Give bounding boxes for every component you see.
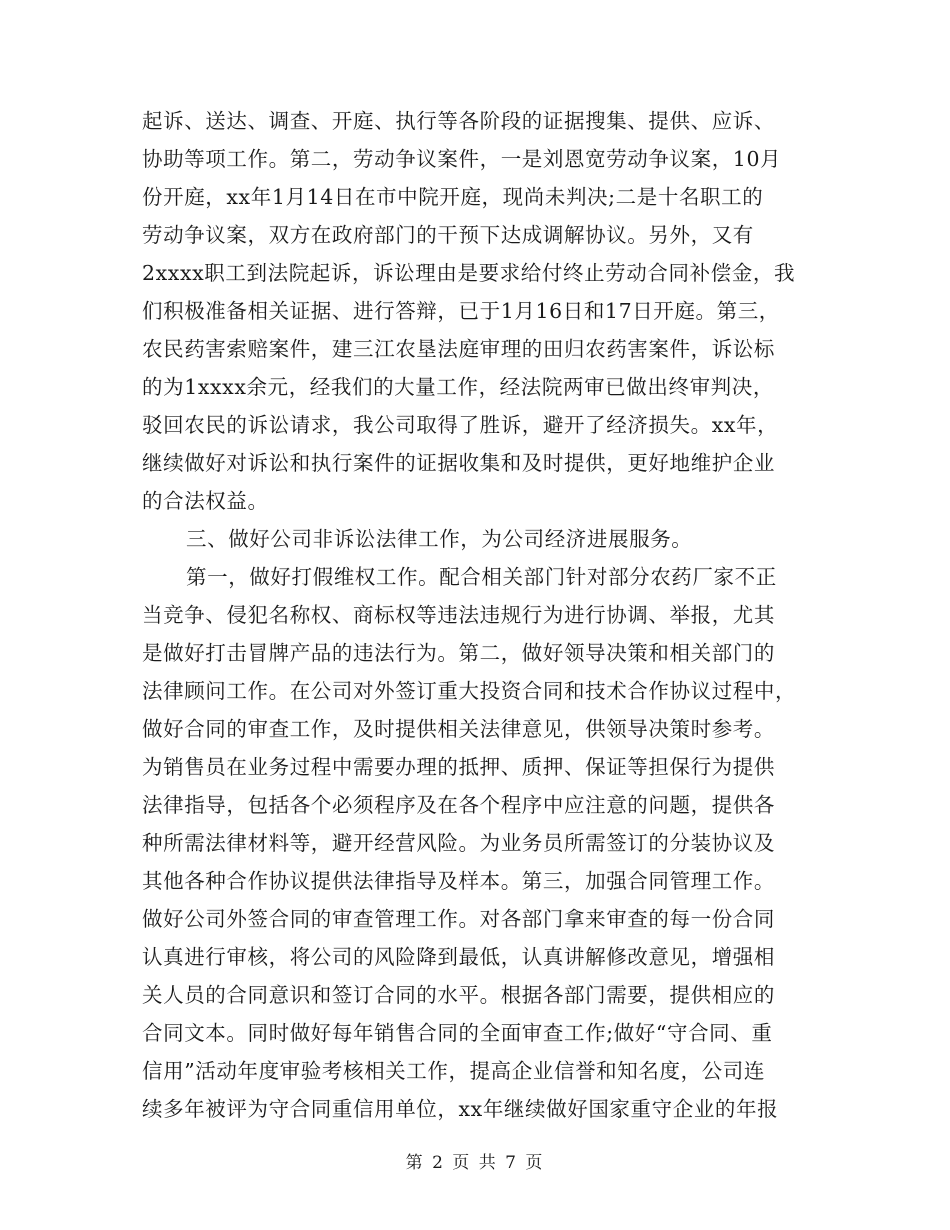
text-line: 份开庭，xx年1月14日在市中院开庭，现尚未判决;二是十名职工的: [142, 185, 764, 209]
text-line: 种所需法律材料等，避开经营风险。为业务员所需签订的分装协议及: [142, 831, 775, 855]
text-line: 劳动争议案，双方在政府部门的干预下达成调解协议。另外，又有: [142, 223, 754, 247]
paragraph-start: 第一，做好打假维权工作。配合相关部门针对部分农药厂家不正: [186, 565, 777, 589]
text-line: 续多年被评为守合同重信用单位，xx年继续做好国家重守企业的年报: [142, 1097, 779, 1121]
text-line: 做好合同的审查工作，及时提供相关法律意见，供领导决策时参考。: [142, 717, 775, 741]
text-line: 关人员的合同意识和签订合同的水平。根据各部门需要，提供相应的: [142, 983, 775, 1007]
text-line: 认真进行审核，将公司的风险降到最低，认真讲解修改意见，增强相: [142, 945, 775, 969]
text-line: 起诉、送达、调查、开庭、执行等各阶段的证据搜集、提供、应诉、: [142, 109, 775, 133]
text-line: 其他各种合作协议提供法律指导及样本。第三，加强合同管理工作。: [142, 869, 775, 893]
text-line: 当竞争、侵犯名称权、商标权等违法违规行为进行协调、举报，尤其: [142, 603, 775, 627]
text-line: 合同文本。同时做好每年销售合同的全面审查工作;做好“守合同、重: [142, 1021, 773, 1045]
section-heading: 三、做好公司非诉讼法律工作，为公司经济进展服务。: [186, 527, 693, 551]
text-line: 驳回农民的诉讼请求，我公司取得了胜诉，避开了经济损失。xx年，: [142, 413, 779, 437]
text-line: 信用”活动年度审验考核相关工作，提高企业信誉和知名度，公司连: [142, 1059, 765, 1083]
text-line: 农民药害索赔案件，建三江农垦法庭审理的田归农药害案件，诉讼标: [142, 337, 775, 361]
text-line: 协助等项工作。第二，劳动争议案件，一是刘恩宽劳动争议案，10月: [142, 147, 782, 171]
page-number-footer: 第 2 页 共 7 页: [405, 1153, 545, 1173]
text-line: 2xxxx职工到法院起诉，诉讼理由是要求给付终止劳动合同补偿金，我: [142, 261, 796, 285]
text-line: 们积极准备相关证据、进行答辩，已于1月16日和17日开庭。第三，: [142, 299, 780, 323]
text-line: 继续做好对诉讼和执行案件的证据收集和及时提供，更好地维护企业: [142, 451, 775, 475]
text-line: 法律指导，包括各个必须程序及在各个程序中应注意的问题，提供各: [142, 793, 775, 817]
text-line: 为销售员在业务过程中需要办理的抵押、质押、保证等担保行为提供: [142, 755, 775, 779]
text-line: 的合法权益。: [142, 489, 269, 513]
text-line: 法律顾问工作。在公司对外签订重大投资合同和技术合作协议过程中，: [142, 679, 797, 703]
text-line: 做好公司外签合同的审查管理工作。对各部门拿来审查的每一份合同: [142, 907, 775, 931]
text-line: 是做好打击冒牌产品的违法行为。第二，做好领导决策和相关部门的: [142, 641, 775, 665]
text-line: 的为1xxxx余元，经我们的大量工作，经法院两审已做出终审判决，: [142, 375, 774, 399]
